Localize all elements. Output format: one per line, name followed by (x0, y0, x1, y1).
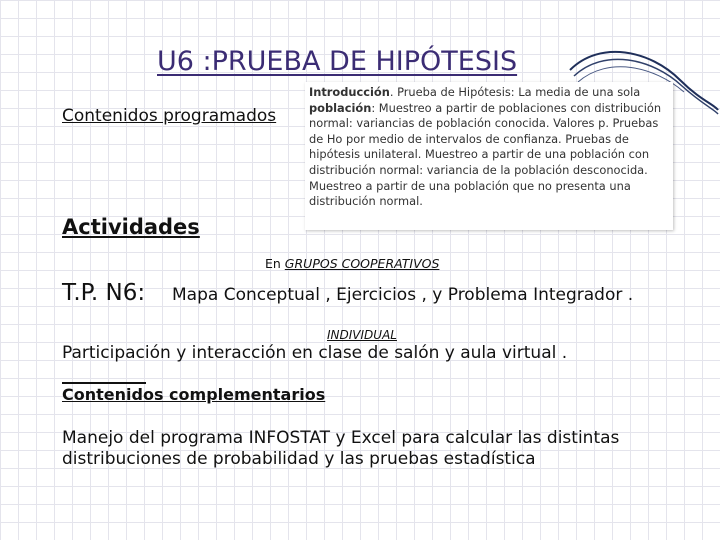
actividades-label: Actividades (62, 215, 200, 239)
contenidos-complementarios-label: Contenidos complementarios (62, 385, 326, 404)
participacion-text: Participación y interacción en clase de salón y aula virtual . (62, 343, 568, 363)
intro-heading: Introducción (309, 85, 390, 99)
grupos-cooperativos-note (265, 256, 439, 271)
grupos-prefix: En (265, 256, 285, 271)
contenidos-programados-label: Contenidos programados (62, 106, 277, 126)
tp-description: Mapa Conceptual , Ejercicios , y Problema Integrador . (172, 285, 634, 305)
tp-label: T.P. N6: (62, 280, 146, 306)
intro-poblacion: población (309, 100, 372, 115)
manejo-text: Manejo del programa INFOSTAT y Excel para calcular las distintas distribuciones de probabilidad y las pruebas estadística (62, 428, 620, 469)
intro-content-box (305, 82, 673, 230)
intro-text-1: . Prueba de Hipótesis: La media de una sola (389, 85, 641, 99)
divider-rule (62, 382, 146, 384)
grupos-cooperativos-text: GRUPOS COOPERATIVOS (284, 256, 440, 271)
individual-note: INDIVIDUAL (327, 328, 397, 342)
intro-text-2: : Muestreo a partir de poblaciones con distribución normal: variancias de población conocida. Valores p. Pruebas de Ho por medio de intervalos de confianza. Pruebas de hipótesis unilateral. Muestreo a partir de una población con distribución normal: variancia de la población desconocida. Muestreo a partir de una población que no presenta una distribución normal. (309, 100, 662, 209)
page-title: U6 :PRUEBA DE HIPÓTESIS (157, 46, 518, 77)
